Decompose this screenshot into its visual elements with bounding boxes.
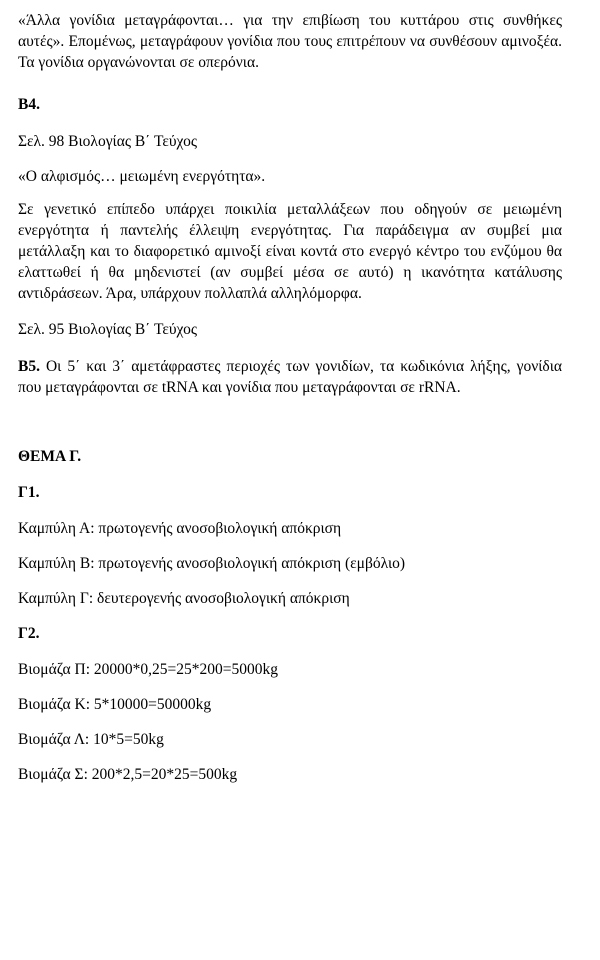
g2-biomass-l: Βιομάζα Λ: 10*5=50kg	[18, 731, 164, 748]
theme-g-heading: ΘΕΜΑ Γ.	[18, 448, 82, 465]
g2-biomass-k: Βιομάζα Κ: 5*10000=50000kg	[18, 696, 212, 713]
document-page	[18, 10, 562, 785]
g2-biomass-s: Βιομάζα Σ: 200*2,5=20*25=500kg	[18, 766, 238, 783]
b4-heading: Β4.	[18, 96, 40, 113]
g1-curve-a: Καμπύλη Α: πρωτογενής ανοσοβιολογική απόκριση	[18, 520, 342, 537]
g1-curve-g: Καμπύλη Γ: δευτερογενής ανοσοβιολογική απόκριση	[18, 590, 350, 607]
g2-heading: Γ2.	[18, 625, 40, 642]
b5-label: Β5.	[18, 358, 40, 375]
intro-quote-paragraph: «Άλλα γονίδια μεταγράφονται… για την επιβίωση του κυττάρου στις συνθήκες αυτές». Επομένως, μεταγράφουν γονίδια που τους επιτρέπουν να συνθέσουν αμινοξέα. Τα γονίδια οργανώνονται σε οπερόνια.	[18, 12, 562, 71]
b4-reference-1: Σελ. 98 Βιολογίας Β΄ Τεύχος	[18, 133, 197, 150]
g1-heading: Γ1.	[18, 484, 40, 501]
b4-paragraph: Σε γενετικό επίπεδο υπάρχει ποικιλία μεταλλάξεων που οδηγούν σε μειωμένη ενεργότητα ή παντελής έλλειψη ενεργότητας. Για παράδειγμα αν συμβεί μια μετάλλαξη και το διαφορετικό αμινοξί είναι κοντά στο ενεργό κέντρο του ενζύμου θα ελαττωθεί ή θα μηδενιστεί (αν συμβεί μέσα σε αυτό) η ικανότητα κατάλυσης αντιδράσεων. Άρα, υπάρχουν πολλαπλά αλληλόμορφα.	[18, 201, 562, 302]
b4-quote: «Ο αλφισμός… μειωμένη ενεργότητα».	[18, 168, 266, 185]
g1-curve-b: Καμπύλη Β: πρωτογενής ανοσοβιολογική απόκριση (εμβόλιο)	[18, 555, 406, 572]
b5-text: Οι 5΄ και 3΄ αμετάφραστες περιοχές των γονιδίων, τα κωδικόνια λήξης, γονίδια που μεταγράφονται σε tRNA και γονίδια που μεταγράφονται σε rRNA.	[18, 358, 562, 396]
g2-biomass-p: Βιομάζα Π: 20000*0,25=25*200=5000kg	[18, 661, 279, 678]
b4-reference-2: Σελ. 95 Βιολογίας Β΄ Τεύχος	[18, 321, 197, 338]
b5-paragraph	[18, 356, 562, 398]
